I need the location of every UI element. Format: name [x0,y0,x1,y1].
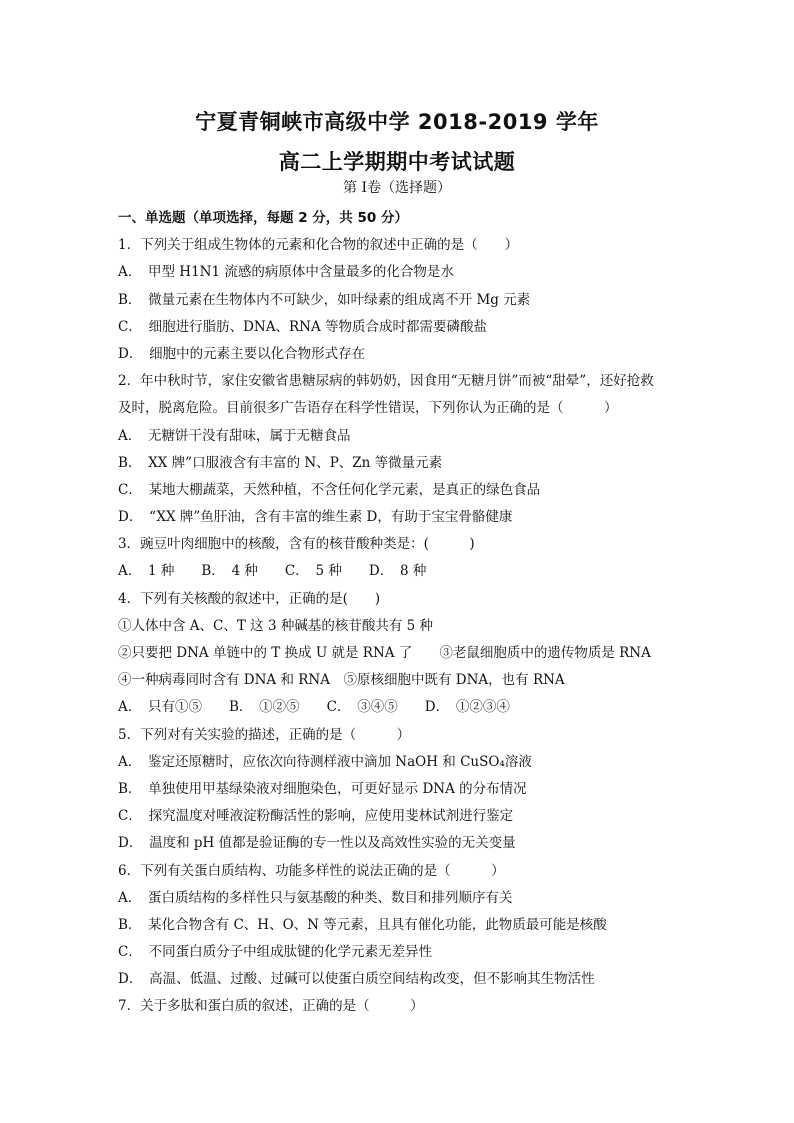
exam-title-line2: 高二上学期期中考试试题 [278,150,516,174]
question-6-option-d: D． 高温、低温、过酸、过碱可以使蛋白质空间结构改变，但不影响其生物活性 [118,971,595,988]
question-2-stem-line2: 及时，脱离危险。目前很多广告语存在科学性错误，下列你认为正确的是（ ） [118,400,618,417]
question-4-stem: 4．下列有关核酸的叙述中，正确的是( ) [118,590,381,607]
question-6-option-c: C． 不同蛋白质分子中组成肽键的化学元素无差异性 [118,944,433,961]
question-3-options: A． 1 种 B． 4 种 C． 5 种 D． 8 种 [118,563,427,580]
question-4-statement-1: ①人体中含 A、C、T 这 3 种碱基的核苷酸共有 5 种 [118,617,434,634]
question-5-stem: 5．下列对有关实验的描述，正确的是（ ） [118,726,411,743]
question-6-option-a: A． 蛋白质结构的多样性只与氨基酸的种类、数目和排列顺序有关 [118,889,513,906]
question-4-statement-4-5: ④一种病毒同时含有 DNA 和 RNA ⑤原核细胞中既有 DNA，也有 RNA [118,672,565,689]
exam-title-line1: 宁夏青铜峡市高级中学 2018-2019 学年 [195,110,599,134]
question-2-option-d: D． “XX 牌”鱼肝油，含有丰富的维生素 D，有助于宝宝骨骼健康 [118,509,513,526]
question-5-option-a: A． 鉴定还原糖时，应依次向待测样液中滴加 NaOH 和 CuSO₄溶液 [118,753,532,770]
question-5-option-c: C． 探究温度对唾液淀粉酶活性的影响，应使用斐林试剂进行鉴定 [118,808,514,825]
question-2-stem-line1: 2．年中秋时节，家住安徽省患糖尿病的韩奶奶，因食用“无糖月饼”而被“甜晕”，还好抢救 [118,373,654,390]
question-1-stem: 1．下列关于组成生物体的元素和化合物的叙述中正确的是（ ） [118,237,519,254]
question-2-option-c: C． 某地大棚蔬菜，天然种植，不含任何化学元素，是真正的绿色食品 [118,481,541,498]
question-4-options: A． 只有①⑤ B． ①②⑤ C． ③④⑤ D． ①②③④ [118,699,510,716]
question-4-statement-2-3: ②只要把 DNA 单链中的 T 换成 U 就是 RNA 了 ③老鼠细胞质中的遗传物质是 RNA [118,645,651,661]
section-heading: 一、单选题（单项选择，每题 2 分，共 50 分） [118,210,408,226]
question-7-stem: 7．关于多肽和蛋白质的叙述，正确的是（ ） [118,998,424,1015]
question-6-option-b: B． 某化合物含有 C、H、O、N 等元素，且具有催化功能，此物质最可能是核酸 [118,916,607,933]
question-body [118,205,678,1021]
question-1-option-c: C． 细胞进行脂肪、DNA、RNA 等物质合成时都需要磷酸盐 [118,318,487,335]
question-1-option-a: A． 甲型 H1N1 流感的病原体中含量最多的化合物是水 [118,264,454,281]
question-1-option-b: B． 微量元素在生物体内不可缺少，如叶绿素的组成离不开 Mg 元素 [118,291,531,308]
question-2-option-b: B． XX 牌”口服液含有丰富的 N、P、Zn 等微量元素 [118,454,443,471]
question-1-option-d: D． 细胞中的元素主要以化合物形式存在 [118,345,366,362]
question-5-option-d: D． 温度和 pH 值都是验证酶的专一性以及高效性实验的无关变量 [118,835,516,852]
question-2-option-a: A． 无糖饼干没有甜味，属于无糖食品 [118,427,351,444]
question-6-stem: 6．下列有关蛋白质结构、功能多样性的说法正确的是（ ） [118,862,505,879]
volume-subtitle: 第 I卷（选择题） [343,180,451,196]
question-3-stem: 3．豌豆叶肉细胞中的核酸，含有的核苷酸种类是：( ) [118,536,475,553]
question-5-option-b: B． 单独使用甲基绿染液对细胞染色，可更好显示 DNA 的分布情况 [118,780,527,797]
